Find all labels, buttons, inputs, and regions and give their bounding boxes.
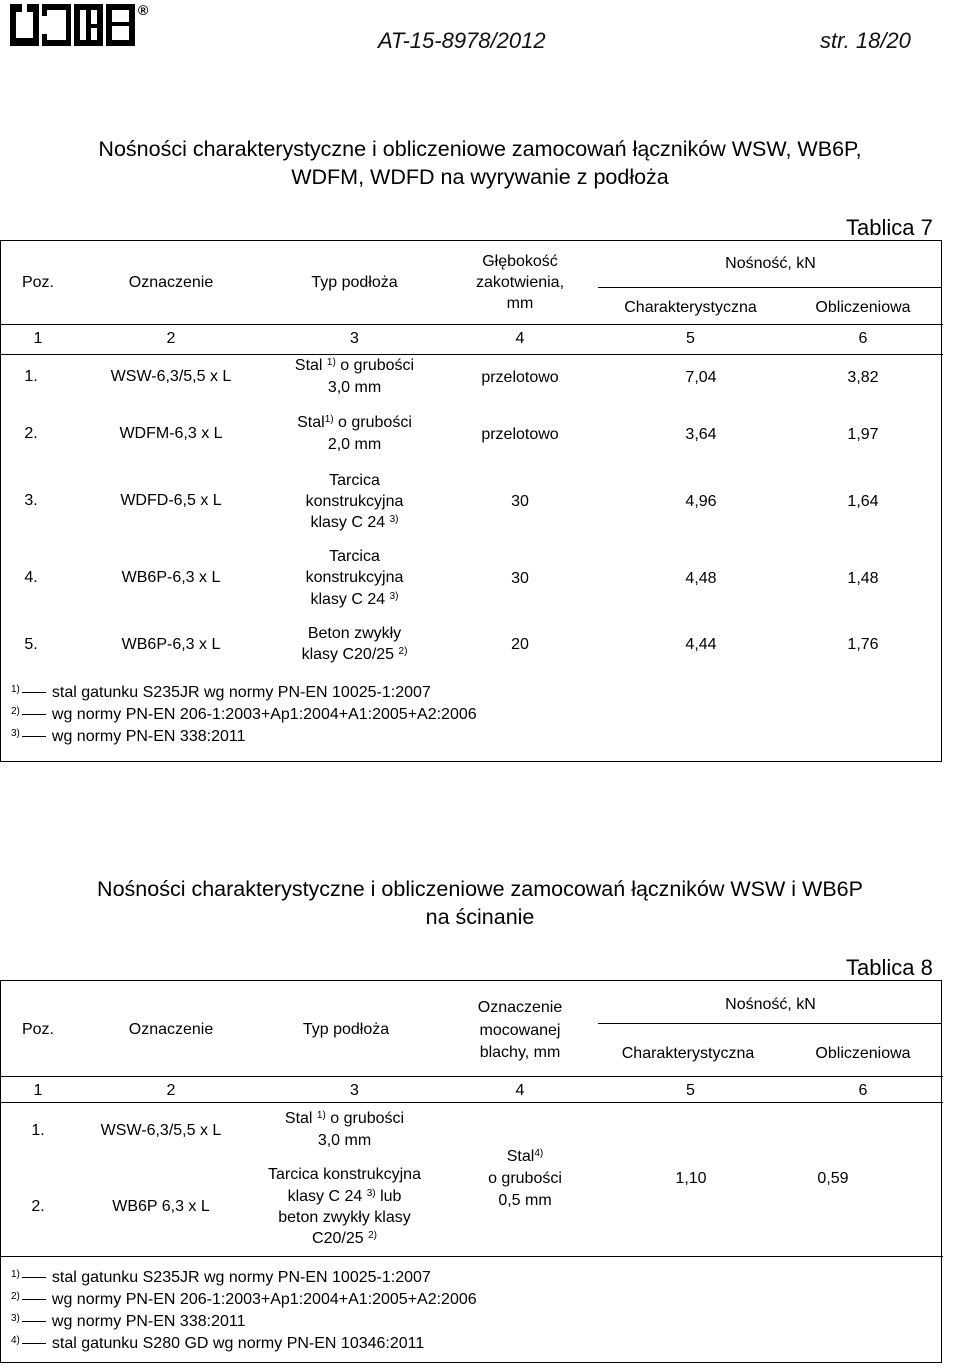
t8-num: 1: [33, 1082, 43, 1099]
t7-col-glebokosc-2: zakotwienia,: [475, 274, 565, 291]
document-id: AT-15-8978/2012: [378, 28, 546, 53]
t8-col-obl: Obliczeniowa: [815, 1045, 911, 1062]
t7-row-poz: 2.: [24, 425, 38, 442]
t7-row-obl: 1,97: [847, 426, 879, 443]
t7-row-ozn: WB6P-6,3 x L: [121, 636, 221, 653]
t8-col-ozn-moc-2: mocowanej: [479, 1022, 561, 1039]
t8-blacha-2: o grubości: [488, 1170, 562, 1187]
t7-row-typ: Stal$^{1)}$ o grubości: [297, 414, 412, 431]
t8-row-ozn: WB6P 6,3 x L: [112, 1198, 210, 1215]
table8: [0, 980, 942, 1363]
t7-col-glebokosc-3: mm: [506, 295, 534, 312]
t8-row-typ2: klasy C 24 $^{3)}$ lub: [287, 1188, 402, 1205]
t7-num: 2: [166, 330, 176, 347]
t7-row-typ3: klasy C 24 $^{3)}$: [310, 514, 399, 531]
t7-col-poz: Poz.: [21, 274, 54, 291]
t7-row-obl: 1,48: [847, 570, 879, 587]
t8-char: 1,10: [675, 1170, 707, 1187]
t8-col-ozn-moc-1: Oznaczenie: [477, 999, 563, 1016]
t8-footnote: $^{2)}$ wg normy PN-EN 206-1:2003+Ap1:2004+A1:2005+A2:2006: [11, 1291, 477, 1308]
t7-row-poz: 3.: [24, 492, 38, 509]
t7-row-typ: Tarcica: [329, 548, 380, 565]
t8-blacha-3: 0,5 mm: [498, 1192, 552, 1209]
t8-num: 2: [166, 1082, 176, 1099]
t7-row-ozn: WB6P-6,3 x L: [121, 569, 221, 586]
t7-row-char: 3,64: [685, 426, 717, 443]
t7-row-poz: 5.: [24, 636, 38, 653]
t7-row-typ2: konstrukcyjna: [305, 493, 404, 510]
t7-row-typ2: 2,0 mm: [327, 436, 382, 453]
t7-row-gl: 30: [511, 493, 529, 510]
t7-row-char: 4,96: [685, 493, 717, 510]
t7-row-obl: 1,64: [847, 493, 879, 510]
t7-row-ozn: WDFM-6,3 x L: [119, 425, 223, 442]
t7-row-poz: 1.: [24, 368, 38, 385]
t8-col-oznaczenie: Oznaczenie: [128, 1021, 214, 1038]
t7-row-gl: 30: [511, 570, 529, 587]
t7-row-gl: przelotowo: [481, 369, 559, 386]
t7-num: 3: [350, 330, 359, 347]
table7-title-line2: WDFM, WDFD na wyrywanie z podłoża: [291, 165, 669, 189]
t7-row-ozn: WSW-6,3/5,5 x L: [110, 368, 232, 385]
t8-col-ozn-moc-3: blachy, mm: [479, 1044, 561, 1061]
t8-num: 6: [858, 1082, 868, 1099]
t8-row-typ: Stal $^{1)}$ o grubości: [284, 1110, 405, 1127]
t7-row-char: 7,04: [685, 369, 717, 386]
t8-col-nosnosc: Nośność, kN: [725, 996, 816, 1013]
table8-title-line1: Nośności charakterystyczne i obliczeniowe zamocowań łączników WSW i WB6P: [97, 877, 863, 901]
t7-row-typ: Stal $^{1)}$ o grubości: [294, 357, 415, 374]
t7-row-typ: Beton zwykły: [307, 625, 402, 642]
t7-footnote: $^{1)}$ stal gatunku S235JR wg normy PN-EN 10025-1:2007: [11, 684, 431, 701]
t7-row-char: 4,44: [685, 636, 717, 653]
t7-row-typ3: klasy C 24 $^{3)}$: [310, 591, 399, 608]
table8-title-line2: na ścinanie: [425, 905, 535, 929]
logo-block-3: [74, 4, 103, 46]
t8-col-poz: Poz.: [21, 1021, 54, 1038]
logo-block-2: [42, 4, 71, 46]
t7-footnote: $^{2)}$ wg normy PN-EN 206-1:2003+Ap1:2004+A1:2005+A2:2006: [11, 706, 477, 723]
t8-num: 3: [350, 1082, 359, 1099]
t7-row-gl: przelotowo: [481, 426, 559, 443]
t7-col-typ: Typ podłoża: [311, 274, 398, 291]
registered-mark: ®: [138, 2, 149, 18]
t7-num: 6: [858, 330, 868, 347]
logo-block-4: [106, 4, 135, 46]
table7-title-line1: Nośności charakterystyczne i obliczeniowe zamocowań łączników WSW, WB6P,: [98, 137, 862, 161]
t8-row-poz: 2.: [31, 1198, 45, 1215]
t8-row-ozn: WSW-6,3/5,5 x L: [100, 1122, 222, 1139]
logo-block-1: [10, 4, 39, 46]
t7-num: 4: [515, 330, 525, 347]
t7-col-glebokosc-1: Głębokość: [482, 253, 558, 270]
t7-row-obl: 1,76: [847, 636, 879, 653]
t7-col-oznaczenie: Oznaczenie: [128, 274, 214, 291]
t8-row-poz: 1.: [31, 1122, 45, 1139]
t7-row-obl: 3,82: [847, 369, 879, 386]
t8-row-typ4: C20/25 $^{2)}$: [312, 1230, 377, 1247]
t7-num: 5: [686, 330, 695, 347]
table7: [0, 240, 942, 762]
itb-logo: [10, 2, 149, 48]
t8-row-typ3: beton zwykły klasy: [278, 1209, 411, 1226]
t8-footnote: $^{4)}$ stal gatunku S280 GD wg normy PN-EN 10346:2011: [11, 1335, 425, 1352]
t8-row-typ: Tarcica konstrukcyjna: [268, 1166, 421, 1183]
t7-footnote: $^{3)}$ wg normy PN-EN 338:2011: [11, 728, 246, 745]
t8-num: 4: [515, 1082, 525, 1099]
t8-row-typ2: 3,0 mm: [317, 1132, 372, 1149]
t7-row-typ2: konstrukcyjna: [305, 569, 404, 586]
table7-label: Tablica 7: [846, 215, 933, 240]
t7-col-obl: Obliczeniowa: [815, 299, 911, 316]
t7-row-typ: Tarcica: [329, 472, 380, 489]
t7-row-typ2: 3,0 mm: [327, 379, 382, 396]
t8-blacha-1: Stal$^{4)}$: [506, 1148, 544, 1165]
t7-row-gl: 20: [511, 636, 529, 653]
t7-row-typ2: klasy C20/25 $^{2)}$: [301, 646, 408, 663]
t8-col-typ: Typ podłoża: [302, 1021, 390, 1038]
page-number: str. 18/20: [820, 28, 911, 53]
t8-obl: 0,59: [817, 1170, 849, 1187]
t7-row-ozn: WDFD-6,5 x L: [120, 492, 222, 509]
t7-row-char: 4,48: [685, 570, 717, 587]
t8-footnote: $^{1)}$ stal gatunku S235JR wg normy PN-EN 10025-1:2007: [11, 1269, 431, 1286]
t8-col-char: Charakterystyczna: [621, 1045, 755, 1062]
t7-num: 1: [33, 330, 43, 347]
t7-row-poz: 4.: [24, 569, 38, 586]
table8-label: Tablica 8: [846, 955, 933, 980]
t7-col-char: Charakterystyczna: [624, 299, 757, 316]
t8-footnote: $^{3)}$ wg normy PN-EN 338:2011: [11, 1313, 246, 1330]
t8-num: 5: [686, 1082, 695, 1099]
t7-col-nosnosc: Nośność, kN: [725, 255, 816, 272]
